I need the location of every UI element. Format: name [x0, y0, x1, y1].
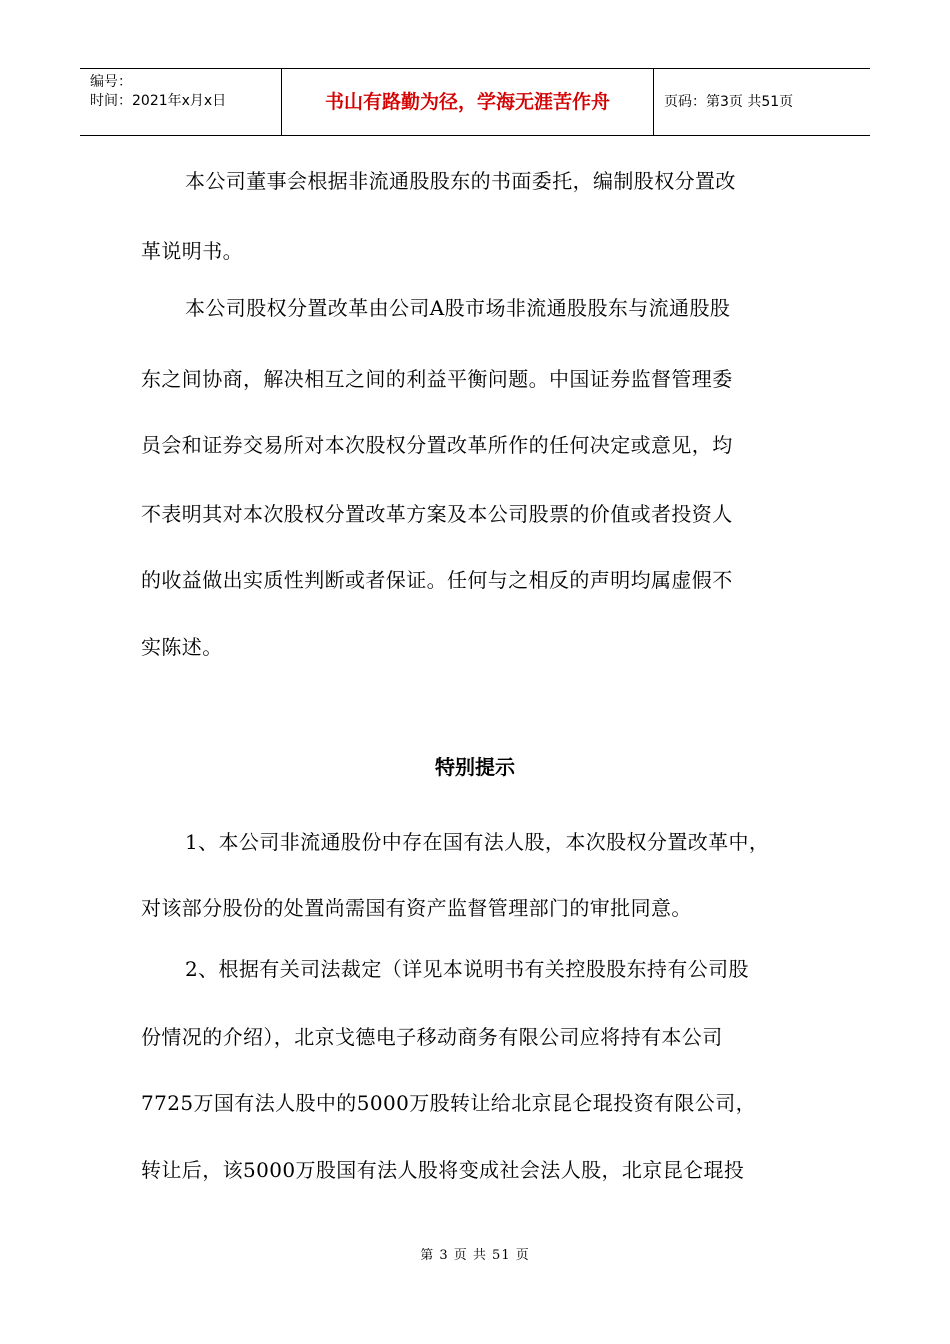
paragraph-line: 本公司股权分置改革由公司A股市场非流通股股东与流通股股 [185, 296, 731, 320]
paragraph-line: 不表明其对本次股权分置改革方案及本公司股票的价值或者投资人 [141, 502, 733, 526]
section-heading: 特别提示 [435, 755, 515, 779]
page-footer: 第 3 页 共 51 页 [420, 1248, 530, 1263]
paragraph-line: 革说明书。 [141, 239, 243, 263]
page-header [80, 68, 870, 136]
notice-line: 份情况的介绍），北京戈德电子移动商务有限公司应将持有本公司 [141, 1025, 723, 1049]
notice-line: 转让后，该5000万股国有法人股将变成社会法人股，北京昆仑琨投 [141, 1158, 745, 1182]
header-motto: 书山有路勤为径，学海无涯苦作舟 [282, 69, 654, 135]
paragraph-line: 实陈述。 [141, 635, 223, 659]
notice-line: 对该部分股份的处置尚需国有资产监督管理部门的审批同意。 [141, 896, 692, 920]
notice-line: 2、根据有关司法裁定（详见本说明书有关控股股东持有公司股 [185, 957, 749, 981]
paragraph-line: 的收益做出实质性判断或者保证。任何与之相反的声明均属虚假不 [141, 568, 733, 592]
header-page-info: 页码：第3页 共51页 [664, 94, 794, 110]
header-meta-cell [80, 69, 282, 135]
notice-line: 1、本公司非流通股份中存在国有法人股，本次股权分置改革中， [185, 830, 770, 854]
notice-line: 7725万国有法人股中的5000万股转让给北京昆仑琨投资有限公司， [141, 1091, 756, 1115]
date-label: 时间：2021年x月x日 [90, 93, 227, 109]
number-label: 编号： [90, 74, 132, 90]
paragraph-line: 员会和证券交易所对本次股权分置改革所作的任何决定或意见，均 [141, 433, 733, 457]
paragraph-line: 本公司董事会根据非流通股股东的书面委托，编制股权分置改 [185, 169, 736, 193]
paragraph-line: 东之间协商，解决相互之间的利益平衡问题。中国证券监督管理委 [141, 367, 733, 391]
